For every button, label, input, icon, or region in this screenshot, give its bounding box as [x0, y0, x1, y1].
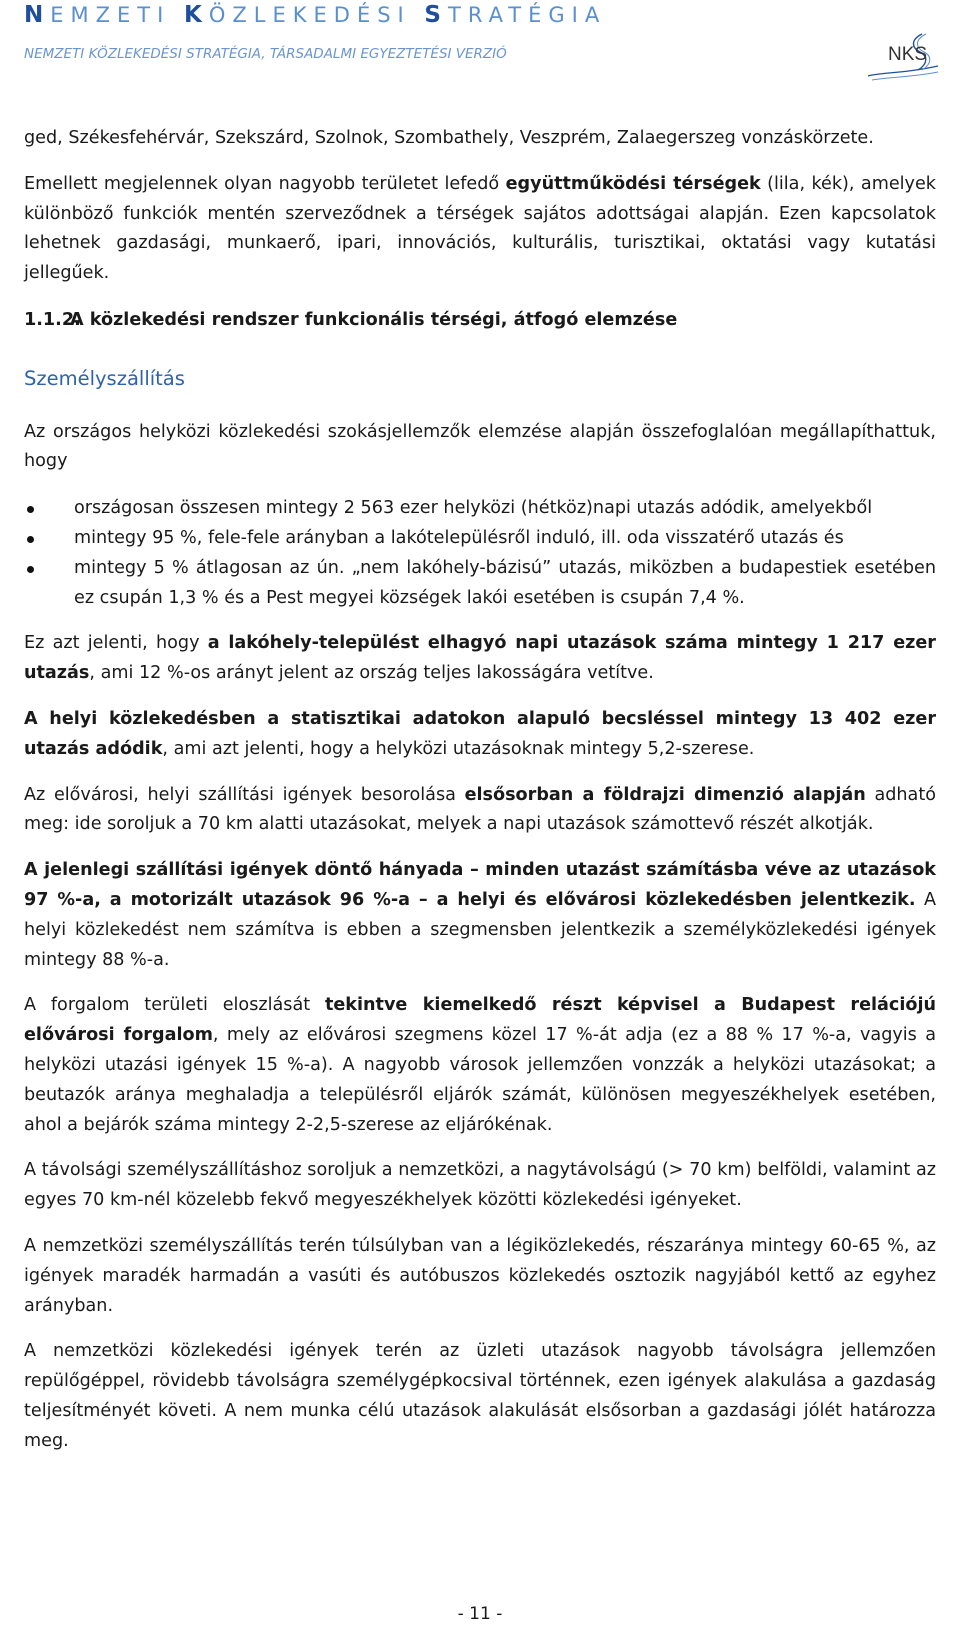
text-run: (lila, kék), amelyek különböző funkciók mentén szerveződnek a térségek sajátos adottságai alapján. Ezen kapcsolatok lehetnek gazdasági, munkaerő, ipari, innovációs, kulturális, turisztikai, oktatási vagy kutatási jellegűek.: [24, 173, 936, 284]
title-rest: TRATÉGIA: [448, 3, 607, 27]
document-subtitle: NEMZETI KÖZLEKEDÉSI STRATÉGIA, TÁRSADALMI EGYEZTETÉSI VERZIÓ: [24, 46, 507, 62]
title-rest: EMZETI: [50, 3, 171, 27]
text-run: , ami azt jelenti, hogy a helyközi utazásoknak mintegy 5,2-szerese.: [162, 738, 755, 759]
list-item: mintegy 95 %, fele-fele arányban a lakótelepülésről induló, ill. oda visszatérő utazás és: [24, 524, 936, 554]
title-initial: K: [184, 2, 209, 28]
bold-text: A helyi közlekedésben a statisztikai adatokon alapuló becsléssel mintegy 13 402 ezer utazás adódik: [24, 708, 936, 759]
page-body: [24, 124, 936, 1456]
bold-text: elsősorban a földrajzi dimenzió alapján: [464, 784, 866, 805]
subheading: Személyszállítás: [24, 366, 185, 390]
text-run: Emellett megjelennek olyan nagyobb területet lefedő: [24, 173, 506, 194]
title-initial: S: [424, 2, 448, 28]
list-item: országosan összesen mintegy 2 563 ezer helyközi (hétköz)napi utazás adódik, amelyekből: [24, 494, 936, 524]
text-run: Az elővárosi, helyi szállítási igények besorolása: [24, 784, 465, 805]
text-run: A forgalom területi eloszlását: [24, 995, 325, 1016]
list-item: mintegy 5 % átlagosan az ún. „nem lakóhely-bázisú” utazás, miközben a budapestiek esetében ez csupán 1,3 % és a Pest megyei községek lakói esetében is csupán 7,4 %.: [24, 554, 936, 614]
text-run: A helyi közlekedést nem számítva is ebben a szegmensben jelentkezik a személyközlekedési igények mintegy 88 %-a.: [24, 889, 936, 970]
text-run: adható meg: ide soroljuk a 70 km alatti utazásokat, melyek a napi utazások számottevő részét alkotják.: [24, 784, 936, 835]
section-heading: [24, 306, 936, 336]
paragraph: A távolsági személyszállításhoz soroljuk a nemzetközi, a nagytávolságú (> 70 km) belföldi, valamint az egyes 70 km-nél közelebb fekvő megyeszékhelyek közötti közlekedési igényeket.: [24, 1160, 936, 1211]
paragraph: ged, Székesfehérvár, Szekszárd, Szolnok, Szombathely, Veszprém, Zalaegerszeg vonzáskörzete.: [24, 128, 874, 148]
bold-text: együttműködési térségek: [505, 173, 761, 194]
logo-text: NKS: [888, 44, 928, 65]
paragraph: [24, 991, 936, 1140]
paragraph: [24, 856, 936, 975]
title-rest: ÖZLEKEDÉSI: [208, 3, 411, 27]
section-title: A közlekedési rendszer funkcionális térségi, átfogó elemzése: [70, 309, 678, 330]
title-initial: N: [24, 2, 51, 28]
text-run: , ami 12 %-os arányt jelent az ország teljes lakosságára vetítve.: [89, 663, 654, 684]
paragraph: A nemzetközi közlekedési igények terén az üzleti utazások nagyobb távolságra jellemzően repülőgéppel, rövidebb távolságra személygépkocsival történnek, ezen igények alakulása a gazdaság teljesítményét követi. A nem munka célú utazások alakulását elsősorban a gazdasági jólét határozza meg.: [24, 1341, 936, 1451]
paragraph: A nemzetközi személyszállítás terén túlsúlyban van a légiközlekedés, részaránya mintegy 60-65 %, az igények maradék harmadán a vasúti és autóbuszos közlekedés osztozik nagyjából kettő az egyhez arányban.: [24, 1235, 936, 1316]
paragraph: Az országos helyközi közlekedési szokásjellemzők elemzése alapján összefoglalóan megállapíthattuk, hogy: [24, 421, 936, 472]
text-run: , mely az elővárosi szegmens közel 17 %-át adja (ez a 88 % 17 %-a, vagyis a helyközi utazási igények 15 %-a). A nagyobb városok jellemzően vonzzák a helyközi utazásokat; a beutazók aránya meghaladja a településről eljárók számát, különösen megyeszékhelyek esetében, ahol a bejárók száma mintegy 2-2,5-szerese az eljárókénak.: [24, 1025, 936, 1135]
bullet-list: [24, 494, 936, 613]
paragraph: [24, 170, 936, 289]
paragraph: [24, 629, 936, 689]
paragraph: [24, 781, 936, 841]
bold-text: a lakóhely-települést elhagyó napi utazások száma mintegy 1 217 ezer utazás: [24, 633, 936, 684]
bold-text: tekintve kiemelkedő részt képvisel a Budapest relációjú elővárosi forgalom: [24, 995, 937, 1046]
page-header: [0, 0, 960, 90]
page-number: - 11 -: [457, 1604, 503, 1624]
section-number: 1.1.2.: [24, 309, 81, 330]
paragraph: [24, 705, 936, 765]
text-run: Ez azt jelenti, hogy: [24, 633, 208, 654]
bold-text: A jelenlegi szállítási igények döntő hányada – minden utazást számításba véve az utazások 97 %-a, a motorizált utazások 96 %-a – a helyi és elővárosi közlekedésben jelentkezik.: [24, 860, 936, 910]
document-title: [24, 2, 606, 28]
